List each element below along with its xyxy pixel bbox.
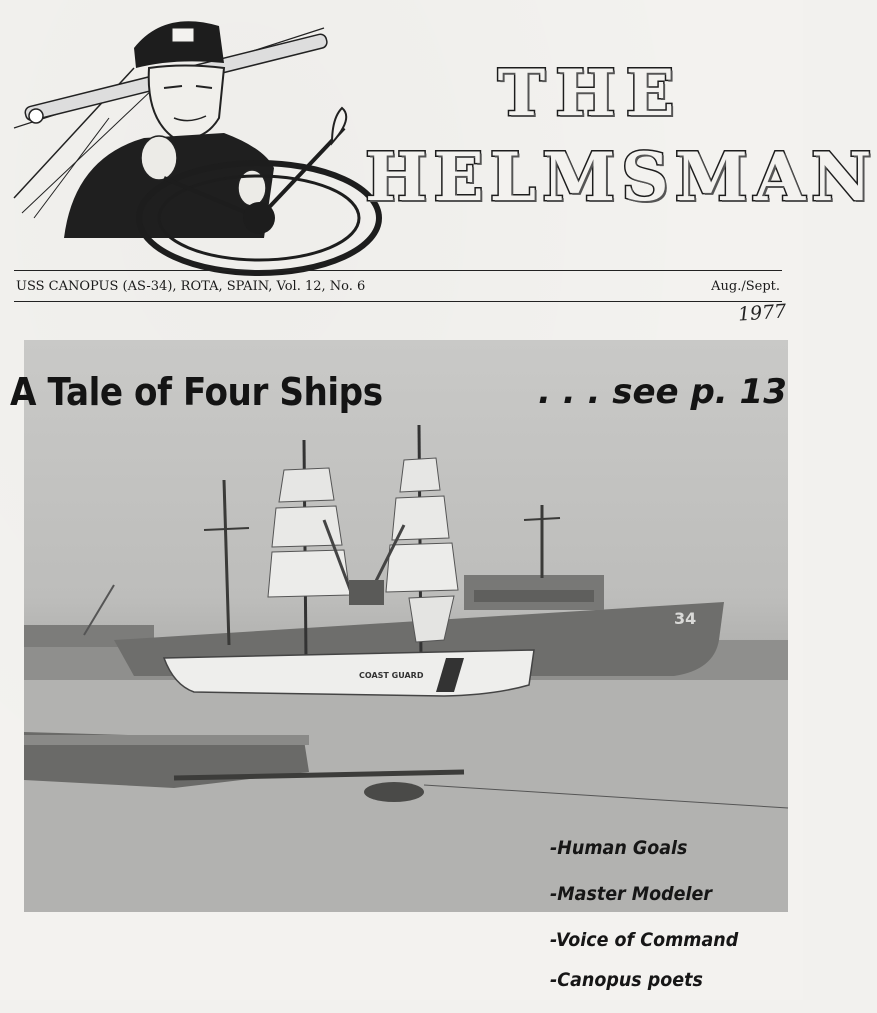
cover-photo	[24, 340, 788, 912]
publication-details: USS CANOPUS (AS-34), ROTA, SPAIN, Vol. 12, No. 6	[16, 279, 366, 294]
teaser-voice-of-command: -Voice of Command	[550, 929, 739, 951]
teaser-canopus-poets: -Canopus poets	[550, 969, 703, 991]
cover-headline: A Tale of Four Ships	[10, 370, 383, 414]
coast-guard-marking: COAST GUARD	[359, 671, 424, 680]
helmsman-illustration	[14, 8, 374, 244]
teaser-human-goals: -Human Goals	[550, 837, 688, 859]
headline-page-reference: . . . see p. 13	[538, 372, 787, 412]
teaser-master-modeler: -Master Modeler	[550, 883, 713, 905]
hull-number: 34	[674, 609, 697, 628]
handwritten-year: 1977	[737, 300, 788, 326]
title-helmsman: HELMSMAN	[365, 138, 877, 216]
newsletter-title	[365, 56, 877, 242]
cover-teasers	[550, 835, 790, 973]
publication-info-bar	[14, 270, 782, 302]
cover-teaser-last	[550, 967, 790, 1013]
harbor-ships-photo	[24, 340, 788, 912]
issue-date: Aug./Sept.	[711, 279, 780, 294]
title-the: THE	[497, 56, 685, 131]
